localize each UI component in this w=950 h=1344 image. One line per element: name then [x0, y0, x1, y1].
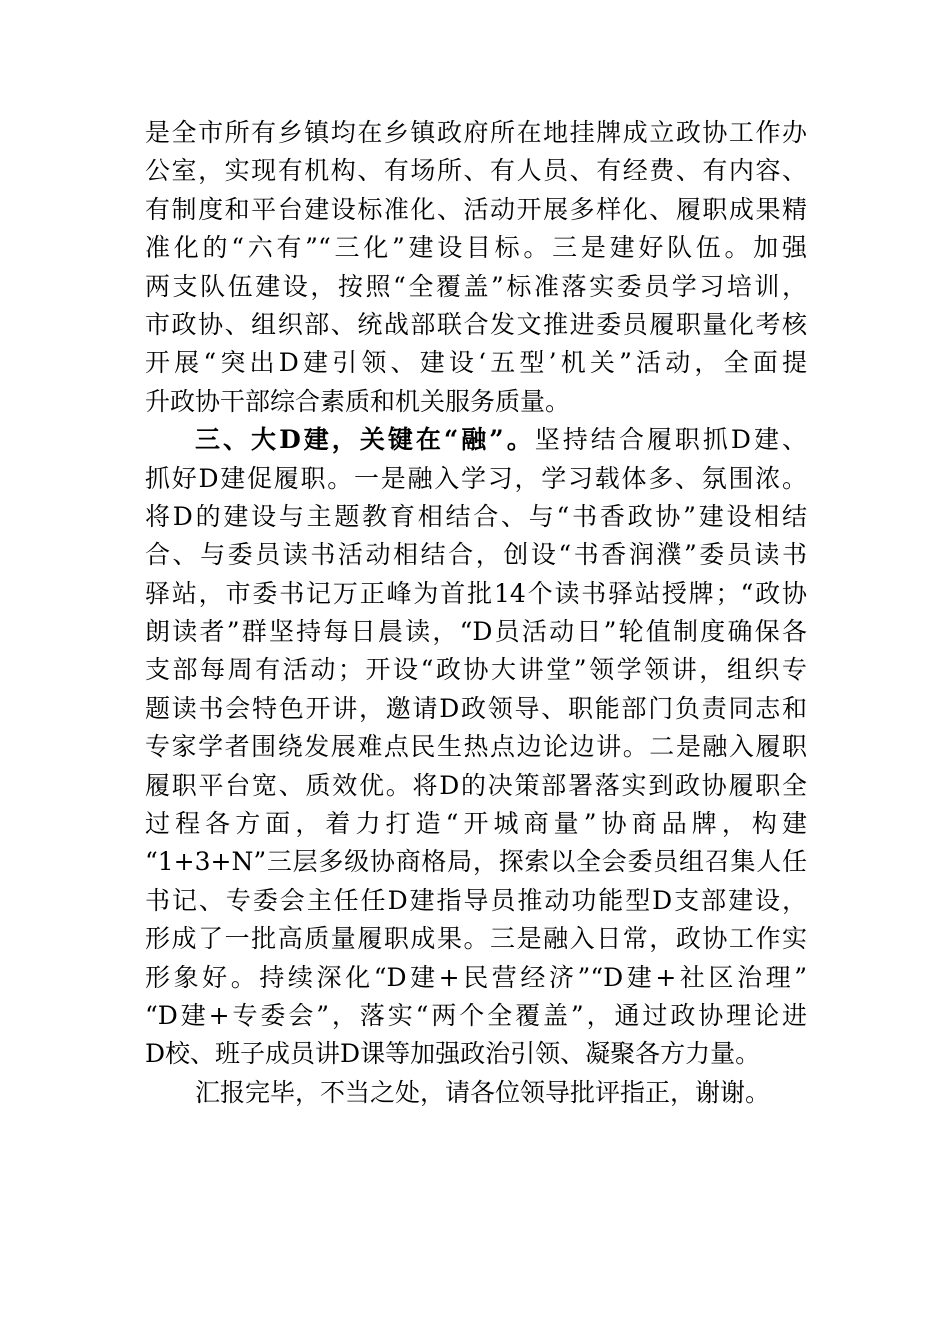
text-line: 履职平台宽、质效优。将D的决策部署落实到政协履职全	[145, 770, 807, 800]
text-line: 公室，实现有机构、有场所、有人员、有经费、有内容、	[145, 156, 807, 186]
text-line: 形象好。持续深化“D建+民营经济”“D建+社区治理”	[145, 962, 807, 992]
text-line: 专家学者围绕发展难点民生热点边论边讲。二是融入履职	[145, 732, 807, 762]
text-line: D校、班子成员讲D课等加强政治引领、凝聚各方力量。	[145, 1039, 761, 1069]
paragraph-1	[145, 114, 807, 421]
text-line: 升政协干部综合素质和机关服务质量。	[145, 386, 571, 416]
closing-line: 汇报完毕，不当之处，请各位领导批评指正，谢谢。	[195, 1077, 771, 1107]
heading-line-text: 坚持结合履职抓D建、	[534, 425, 807, 455]
text-line: 朗读者”群坚持每日晨读，“D员活动日”轮值制度确保各	[145, 617, 807, 647]
text-line: 形成了一批高质量履职成果。三是融入日常，政协工作实	[145, 924, 807, 954]
text-line: 将D的建设与主题教育相结合、与“书香政协”建设相结	[145, 501, 807, 531]
paragraph-heading-line	[145, 421, 807, 459]
text-line: 书记、专委会主任任D建指导员推动功能型D支部建设，	[145, 885, 807, 915]
document-body	[145, 114, 807, 1112]
text-line: 准化的“六有”“三化”建设目标。三是建好队伍。加强	[145, 233, 807, 263]
text-line: 市政协、组织部、统战部联合发文推进委员履职量化考核	[145, 309, 807, 339]
text-line: 支部每周有活动；开设“政协大讲堂”领学领讲，组织专	[145, 655, 807, 685]
paragraph-2	[145, 421, 807, 1074]
text-line: 题读书会特色开讲，邀请D政领导、职能部门负责同志和	[145, 693, 807, 723]
text-line: 有制度和平台建设标准化、活动开展多样化、履职成果精	[145, 194, 807, 224]
text-line: “D建+专委会”，落实“两个全覆盖”，通过政协理论进	[145, 1000, 807, 1030]
text-line: 两支队伍建设，按照“全覆盖”标准落实委员学习培训，	[145, 271, 807, 301]
text-line: 过程各方面，着力打造“开城商量”协商品牌，构建	[145, 809, 807, 839]
text-line: 抓好D建促履职。一是融入学习，学习载体多、氛围浓。	[145, 463, 807, 493]
closing-paragraph	[145, 1074, 807, 1112]
text-line: 开展“突出D建引领、建设‘五型’机关”活动，全面提	[145, 348, 807, 378]
text-line: “1+3+N”三层多级协商格局，探索以全会委员组召集人任	[145, 847, 807, 877]
section-heading: 三、大D建，关键在“融”。	[195, 425, 535, 455]
text-line: 合、与委员读书活动相结合，创设“书香润濮”委员读书	[145, 540, 807, 570]
text-line: 是全市所有乡镇均在乡镇政府所在地挂牌成立政协工作办	[145, 118, 807, 147]
text-line: 驿站，市委书记万正峰为首批14个读书驿站授牌；“政协	[145, 578, 807, 608]
